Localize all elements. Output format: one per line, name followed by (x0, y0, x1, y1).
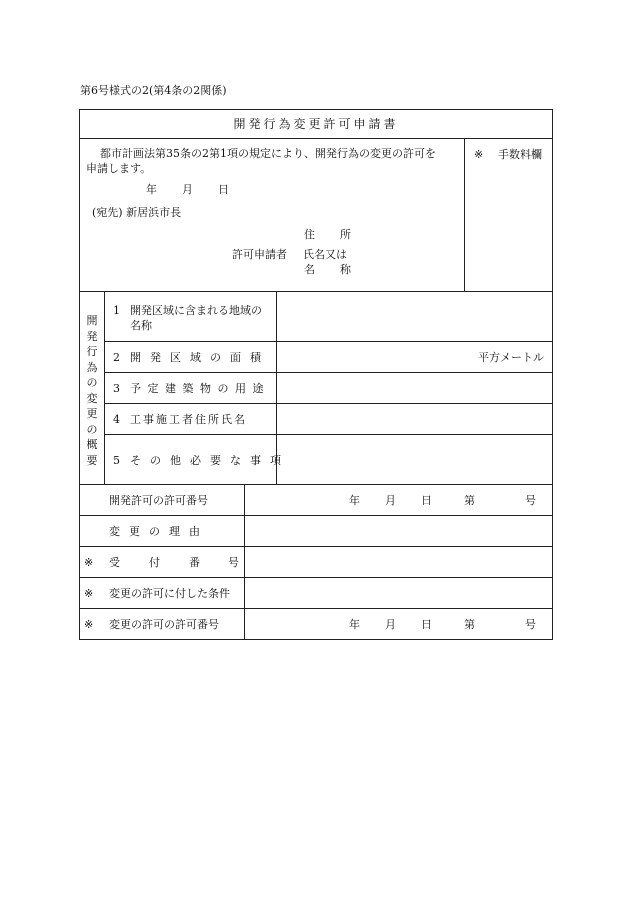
change-number-label: 変更の許可の許可番号 (109, 618, 219, 631)
outline-item-4-label: 工事施工者住所氏名 (130, 413, 247, 426)
change-number-mark: ※ (84, 618, 94, 631)
form-title: 開発行為変更許可申請書 (233, 117, 399, 131)
change-month-label: 月 (385, 618, 396, 631)
change-gou-label: 号 (525, 618, 536, 631)
rule-fee-box (464, 138, 465, 291)
rule-outline-1 (104, 341, 553, 342)
form-number: 第6号様式の2(第4条の2関係) (80, 84, 227, 97)
permit-year-label: 年 (349, 494, 360, 507)
outline-item-4-number: 4 (113, 413, 120, 426)
name-label-2a: 名 (304, 263, 315, 276)
change-dai-label: 第 (464, 618, 475, 631)
outline-item-1-label-2: 名称 (130, 319, 152, 332)
outline-item-3-label: 予定建築物の用途 (130, 382, 270, 395)
receipt-mark: ※ (84, 556, 94, 569)
fee-label: 手数料欄 (498, 148, 542, 161)
receipt-label-d: 号 (228, 556, 239, 569)
rule-bottom-3 (79, 577, 553, 578)
outline-item-2-label: 開発区域の面積 (130, 351, 270, 364)
fee-mark: ※ (474, 148, 484, 161)
permit-gou-label: 号 (525, 494, 536, 507)
rule-outline-label (104, 291, 105, 484)
rule-outline-2 (104, 372, 553, 373)
change-day-label: 日 (421, 618, 432, 631)
date-day-label: 日 (218, 183, 229, 196)
conditions-mark: ※ (84, 587, 94, 600)
date-year-label: 年 (146, 183, 157, 196)
rule-bottom-labels (244, 484, 245, 640)
rule-under-title (79, 138, 553, 139)
date-month-label: 月 (182, 183, 193, 196)
name-label-2b: 称 (340, 263, 351, 276)
address-label-1: 住 (304, 228, 315, 241)
declaration-line-1: 都市計画法第35条の2第1項の規定により、開発行為の変更の許可を (100, 147, 436, 160)
permit-number-label: 開発許可の許可番号 (109, 494, 208, 507)
receipt-label-c: 番 (189, 556, 200, 569)
permit-dai-label: 第 (464, 494, 475, 507)
outline-item-5-label: その他必要な事項 (130, 454, 290, 467)
address-label-2: 所 (340, 228, 351, 241)
rule-bottom-2 (79, 546, 553, 547)
rule-under-declaration (79, 291, 553, 292)
addressee: (宛先) 新居浜市長 (92, 206, 182, 219)
name-label: 氏名又は (303, 248, 347, 261)
applicant-label: 許可申請者 (232, 248, 287, 261)
outline-item-2-number: 2 (113, 351, 120, 364)
declaration-line-2: 申請します。 (86, 162, 152, 175)
outline-item-3-number: 3 (113, 382, 120, 395)
reason-label: 変更の理由 (109, 525, 209, 538)
outline-item-5-number: 5 (113, 454, 120, 467)
receipt-label-a: 受 (109, 556, 120, 569)
rule-outline-4 (104, 434, 553, 435)
receipt-label-b: 付 (149, 556, 160, 569)
change-year-label: 年 (349, 618, 360, 631)
outline-item-1-number: 1 (113, 304, 120, 317)
conditions-label: 変更の許可に付した条件 (109, 587, 230, 600)
rule-outline-3 (104, 403, 553, 404)
rule-under-outline (79, 484, 553, 485)
permit-day-label: 日 (421, 494, 432, 507)
outline-vertical-label: 開 発 行 為 の 変 更 の 概 要 (86, 314, 98, 467)
rule-bottom-4 (79, 608, 553, 609)
outline-item-1-label: 開発区域に含まれる地域の (130, 304, 262, 317)
rule-bottom-1 (79, 515, 553, 516)
area-unit: 平方メートル (478, 351, 544, 364)
permit-month-label: 月 (385, 494, 396, 507)
